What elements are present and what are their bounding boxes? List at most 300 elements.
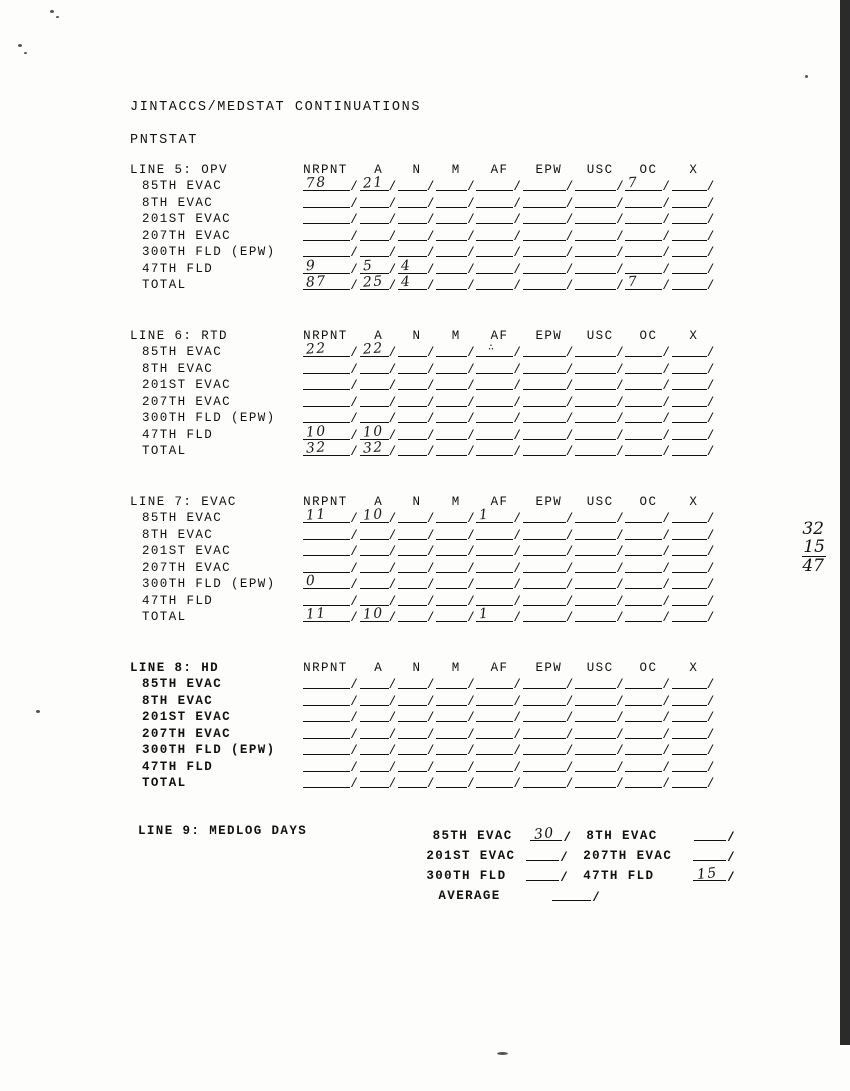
field-cell[interactable] — [625, 708, 671, 725]
field-cell[interactable] — [575, 691, 625, 708]
blank-field-line5-r2-nrpnt[interactable] — [303, 210, 359, 226]
field-cell[interactable] — [436, 741, 476, 758]
blank-field-line5-r1-n[interactable] — [398, 194, 436, 210]
blank-field-line5-r0-m[interactable] — [436, 177, 476, 193]
field-cell[interactable] — [523, 558, 575, 575]
field-cell[interactable] — [303, 741, 359, 758]
blank-field-line6-r2-x[interactable] — [672, 376, 716, 392]
blank-field-line8-r2-x[interactable] — [672, 708, 716, 724]
field-cell[interactable] — [575, 392, 625, 409]
field-cell[interactable] — [476, 525, 522, 542]
field-cell[interactable] — [575, 724, 625, 741]
field-cell[interactable] — [672, 724, 716, 741]
blank-field-line8-r3-a[interactable] — [360, 725, 398, 741]
field-cell[interactable] — [476, 724, 522, 741]
blank-field-line8-r0-af[interactable] — [476, 675, 522, 691]
blank-field-line7-r3-epw[interactable] — [523, 559, 575, 575]
blank-field-line6-r1-m[interactable] — [436, 360, 476, 376]
field-cell[interactable] — [398, 243, 436, 260]
blank-field-line5-r0-af[interactable] — [476, 177, 522, 193]
field-cell[interactable] — [360, 273, 398, 293]
blank-field-line5-r3-nrpnt[interactable] — [303, 227, 359, 243]
field-cell[interactable] — [360, 376, 398, 393]
field-cell[interactable] — [476, 359, 522, 376]
field-cell[interactable] — [672, 376, 716, 393]
field-cell[interactable] — [436, 276, 476, 293]
field-cell[interactable] — [476, 210, 522, 227]
blank-field-line8-r4-oc[interactable] — [625, 741, 671, 757]
blank-field-line5-r2-a[interactable] — [360, 210, 398, 226]
field-cell[interactable] — [476, 741, 522, 758]
blank-field-line8-r2-nrpnt[interactable] — [303, 708, 359, 724]
blank-field-line6-r1-n[interactable] — [398, 360, 436, 376]
blank-field-line6-r5-nrpnt[interactable] — [303, 422, 360, 443]
blank-field-line6-r0-epw[interactable] — [523, 343, 575, 359]
blank-field-line5-r0-oc[interactable] — [625, 174, 672, 194]
blank-field-line7-r2-usc[interactable] — [575, 542, 625, 558]
field-cell[interactable] — [303, 542, 359, 559]
blank-field-line8-r2-oc[interactable] — [625, 708, 671, 724]
blank-field-line5-r2-epw[interactable] — [523, 210, 575, 226]
blank-field-line5-r4-a[interactable] — [360, 243, 398, 259]
blank-field-line5-r1-m[interactable] — [436, 194, 476, 210]
blank-field-line6-r0-nrpnt[interactable] — [303, 340, 360, 360]
field-cell[interactable] — [436, 542, 476, 559]
blank-field-line8-r0-m[interactable] — [436, 675, 476, 691]
blank-field-line8-r0-usc[interactable] — [575, 675, 625, 691]
field-cell[interactable] — [672, 691, 716, 708]
blank-field-line6-r3-n[interactable] — [398, 393, 436, 409]
field-cell[interactable] — [303, 243, 359, 260]
blank-field-line7-r5-m[interactable] — [436, 592, 476, 608]
blank-field-line5-r3-oc[interactable] — [625, 227, 671, 243]
blank-field-line8-r4-n[interactable] — [398, 741, 436, 757]
field-cell[interactable] — [672, 193, 716, 210]
line9-left-field-0[interactable] — [530, 824, 573, 845]
field-cell[interactable] — [625, 542, 671, 559]
blank-field-line7-r6-x[interactable] — [672, 608, 716, 624]
blank-field-line8-r6-af[interactable] — [476, 774, 522, 790]
blank-field-line7-r1-nrpnt[interactable] — [303, 526, 359, 542]
blank-field-line8-r1-usc[interactable] — [575, 692, 625, 708]
field-cell[interactable] — [360, 542, 398, 559]
blank-field-line6-r3-oc[interactable] — [625, 393, 671, 409]
field-cell[interactable] — [672, 509, 716, 526]
field-cell[interactable] — [476, 276, 522, 293]
blank-field-line5-r4-nrpnt[interactable] — [303, 243, 359, 259]
blank-field-line8-r5-epw[interactable] — [523, 758, 575, 774]
blank-field-line6-r0-oc[interactable] — [625, 343, 671, 359]
field-cell[interactable] — [398, 591, 436, 608]
blank-field-line7-r1-n[interactable] — [398, 526, 436, 542]
field-cell[interactable] — [523, 259, 575, 276]
blank-field-line8-r4-nrpnt[interactable] — [303, 741, 359, 757]
blank-field-line7-r6-oc[interactable] — [625, 608, 671, 624]
blank-field-line6-r5-m[interactable] — [436, 426, 476, 442]
blank-field-line7-r6-a[interactable] — [360, 605, 398, 625]
blank-field-line6-r0-x[interactable] — [672, 343, 716, 359]
blank-field-line7-r3-a[interactable] — [360, 559, 398, 575]
field-cell[interactable] — [575, 359, 625, 376]
field-cell[interactable] — [360, 439, 398, 459]
field-cell[interactable] — [360, 691, 398, 708]
field-cell[interactable] — [625, 774, 671, 791]
blank-field-line7-r6-epw[interactable] — [523, 608, 575, 624]
field-cell[interactable] — [398, 210, 436, 227]
field-cell[interactable] — [523, 525, 575, 542]
field-cell[interactable] — [303, 226, 359, 243]
field-cell[interactable] — [523, 509, 575, 526]
blank-field-line6-r5-x[interactable] — [672, 426, 716, 442]
blank-field-line5-r0-nrpnt[interactable] — [303, 174, 360, 194]
field-cell[interactable] — [523, 226, 575, 243]
blank-field-line7-r2-a[interactable] — [360, 542, 398, 558]
blank-field-line7-r6-nrpnt[interactable] — [303, 605, 360, 625]
field-cell[interactable] — [575, 425, 625, 442]
field-cell[interactable] — [436, 525, 476, 542]
field-cell[interactable] — [476, 542, 522, 559]
blank-field-line5-r0-epw[interactable] — [523, 177, 575, 193]
field-cell[interactable] — [575, 525, 625, 542]
field-cell[interactable] — [436, 376, 476, 393]
field-cell[interactable] — [476, 605, 523, 625]
field-cell[interactable] — [436, 774, 476, 791]
field-cell[interactable] — [523, 392, 575, 409]
field-cell[interactable] — [672, 757, 716, 774]
blank-field-line5-r2-m[interactable] — [436, 210, 476, 226]
field-cell[interactable] — [398, 409, 436, 426]
blank-field-line8-r0-oc[interactable] — [625, 675, 671, 691]
field-cell[interactable] — [672, 558, 716, 575]
blank-field-line7-r3-af[interactable] — [476, 559, 522, 575]
field-cell[interactable] — [575, 409, 625, 426]
blank-field-line6-r3-epw[interactable] — [523, 393, 575, 409]
field-cell[interactable] — [398, 193, 436, 210]
field-cell[interactable] — [303, 359, 359, 376]
blank-field-line7-r0-oc[interactable] — [625, 509, 671, 525]
field-cell[interactable] — [523, 741, 575, 758]
blank-field-line5-r1-a[interactable] — [360, 194, 398, 210]
blank-field-line8-r4-a[interactable] — [360, 741, 398, 757]
field-cell[interactable] — [360, 226, 398, 243]
blank-field-line6-r6-nrpnt[interactable] — [303, 439, 360, 459]
blank-field-line7-r0-m[interactable] — [436, 509, 476, 525]
field-cell[interactable] — [575, 591, 625, 608]
blank-field-line7-r3-oc[interactable] — [625, 559, 671, 575]
field-cell[interactable] — [625, 409, 671, 426]
field-cell[interactable] — [575, 210, 625, 227]
field-cell[interactable] — [672, 226, 716, 243]
field-cell[interactable] — [398, 509, 436, 526]
field-cell[interactable] — [303, 392, 359, 409]
blank-field-line8-r4-af[interactable] — [476, 741, 522, 757]
blank-field-line7-r4-a[interactable] — [360, 575, 398, 591]
field-cell[interactable] — [360, 558, 398, 575]
field-cell[interactable] — [303, 591, 359, 608]
blank-field-line5-r1-nrpnt[interactable] — [303, 194, 359, 210]
blank-field-line7-r4-x[interactable] — [672, 575, 716, 591]
blank-field-line6-r4-epw[interactable] — [523, 409, 575, 425]
blank-field-line5-r2-usc[interactable] — [575, 210, 625, 226]
blank-field-line5-r6-oc[interactable] — [625, 273, 672, 293]
blank-field-line7-r0-a[interactable] — [360, 506, 398, 526]
blank-field-line6-r4-m[interactable] — [436, 409, 476, 425]
blank-field-line6-r4-af[interactable] — [476, 409, 522, 425]
field-cell[interactable] — [625, 392, 671, 409]
blank-field-line7-r2-n[interactable] — [398, 542, 436, 558]
field-cell[interactable] — [523, 724, 575, 741]
field-cell[interactable] — [436, 243, 476, 260]
field-cell[interactable] — [476, 774, 522, 791]
blank-field-line5-r0-x[interactable] — [672, 177, 716, 193]
field-cell[interactable] — [575, 259, 625, 276]
field-cell[interactable] — [476, 757, 522, 774]
blank-field-line8-r2-n[interactable] — [398, 708, 436, 724]
blank-field-line8-r4-m[interactable] — [436, 741, 476, 757]
field-cell[interactable] — [398, 757, 436, 774]
field-cell[interactable] — [575, 193, 625, 210]
field-cell[interactable] — [398, 425, 436, 442]
blank-field-line7-r3-m[interactable] — [436, 559, 476, 575]
blank-field-line5-r5-epw[interactable] — [523, 260, 575, 276]
field-cell[interactable] — [523, 442, 575, 459]
field-cell[interactable] — [672, 259, 716, 276]
blank-field-line7-r1-af[interactable] — [476, 526, 522, 542]
field-cell[interactable] — [575, 774, 625, 791]
blank-field-line8-r3-x[interactable] — [672, 725, 716, 741]
field-cell[interactable] — [672, 608, 716, 625]
line9-right-field-1[interactable] — [693, 847, 736, 863]
field-cell[interactable] — [360, 243, 398, 260]
blank-field-line6-r6-oc[interactable] — [625, 442, 671, 458]
field-cell[interactable] — [523, 708, 575, 725]
blank-field-line5-r5-usc[interactable] — [575, 260, 625, 276]
blank-field-line5-r6-nrpnt[interactable] — [303, 273, 360, 293]
field-cell[interactable] — [436, 359, 476, 376]
blank-field-line6-r5-n[interactable] — [398, 426, 436, 442]
field-cell[interactable] — [523, 542, 575, 559]
field-cell[interactable] — [523, 376, 575, 393]
field-cell[interactable] — [303, 409, 359, 426]
blank-field-line5-r3-x[interactable] — [672, 227, 716, 243]
field-cell[interactable] — [436, 608, 476, 625]
field-cell[interactable] — [625, 174, 672, 194]
field-cell[interactable] — [523, 591, 575, 608]
field-cell[interactable] — [672, 708, 716, 725]
field-cell[interactable] — [436, 558, 476, 575]
blank-field-line8-r1-epw[interactable] — [523, 692, 575, 708]
field-cell[interactable] — [398, 273, 436, 293]
field-cell[interactable] — [303, 757, 359, 774]
blank-field-line8-r6-a[interactable] — [360, 774, 398, 790]
blank-field-line8-r3-oc[interactable] — [625, 725, 671, 741]
field-cell[interactable] — [575, 276, 625, 293]
field-cell[interactable] — [360, 605, 398, 625]
blank-field-line8-r2-epw[interactable] — [523, 708, 575, 724]
blank-field-line6-r1-usc[interactable] — [575, 360, 625, 376]
line9-right-field-0[interactable] — [694, 827, 736, 843]
blank-field-line8-r6-usc[interactable] — [575, 774, 625, 790]
field-cell[interactable] — [398, 675, 436, 692]
field-cell[interactable] — [398, 359, 436, 376]
blank-field-line6-r6-epw[interactable] — [523, 442, 575, 458]
blank-field-line5-r0-usc[interactable] — [575, 177, 625, 193]
blank-field-line8-r1-n[interactable] — [398, 692, 436, 708]
blank-field-line8-r6-epw[interactable] — [523, 774, 575, 790]
blank-field-line8-r6-n[interactable] — [398, 774, 436, 790]
blank-field-line6-r3-usc[interactable] — [575, 393, 625, 409]
blank-field-line7-r3-n[interactable] — [398, 559, 436, 575]
blank-field-line7-r4-epw[interactable] — [523, 575, 575, 591]
blank-field-line7-r0-usc[interactable] — [575, 509, 625, 525]
blank-field-line8-r5-usc[interactable] — [575, 758, 625, 774]
field-cell[interactable] — [303, 708, 359, 725]
blank-field-line8-r6-x[interactable] — [672, 774, 716, 790]
field-cell[interactable] — [436, 575, 476, 592]
blank-field-line7-r2-nrpnt[interactable] — [303, 542, 359, 558]
field-cell[interactable] — [575, 243, 625, 260]
line9-left-field-2[interactable] — [526, 867, 569, 883]
field-cell[interactable] — [523, 675, 575, 692]
field-cell[interactable] — [303, 422, 360, 443]
blank-field-line8-r1-a[interactable] — [360, 692, 398, 708]
blank-field-line7-r0-nrpnt[interactable] — [303, 506, 360, 526]
blank-field-line8-r2-a[interactable] — [360, 708, 398, 724]
field-cell[interactable] — [436, 259, 476, 276]
blank-field-line6-r3-nrpnt[interactable] — [303, 393, 359, 409]
field-cell[interactable] — [398, 774, 436, 791]
field-cell[interactable] — [672, 392, 716, 409]
blank-field-line6-r6-n[interactable] — [398, 442, 436, 458]
blank-field-line6-r2-n[interactable] — [398, 376, 436, 392]
field-cell[interactable] — [625, 442, 671, 459]
blank-field-line5-r4-n[interactable] — [398, 243, 436, 259]
field-cell[interactable] — [672, 243, 716, 260]
blank-field-line5-r3-usc[interactable] — [575, 227, 625, 243]
field-cell[interactable] — [476, 177, 522, 194]
blank-field-line7-r5-x[interactable] — [672, 592, 716, 608]
blank-field-line6-r1-x[interactable] — [672, 360, 716, 376]
field-cell[interactable] — [303, 675, 359, 692]
field-cell[interactable] — [303, 273, 360, 293]
blank-field-line6-r0-af[interactable] — [476, 343, 522, 359]
field-cell[interactable] — [476, 376, 522, 393]
blank-field-line7-r2-m[interactable] — [436, 542, 476, 558]
field-cell[interactable] — [575, 708, 625, 725]
field-cell[interactable] — [303, 193, 359, 210]
blank-field-line6-r1-oc[interactable] — [625, 360, 671, 376]
field-cell[interactable] — [360, 757, 398, 774]
field-cell[interactable] — [303, 210, 359, 227]
blank-field-line7-r2-oc[interactable] — [625, 542, 671, 558]
field-cell[interactable] — [625, 558, 671, 575]
field-cell[interactable] — [625, 193, 671, 210]
field-cell[interactable] — [398, 542, 436, 559]
blank-field-line6-r4-nrpnt[interactable] — [303, 409, 359, 425]
field-cell[interactable] — [360, 359, 398, 376]
field-cell[interactable] — [476, 343, 522, 360]
field-cell[interactable] — [672, 591, 716, 608]
field-cell[interactable] — [672, 741, 716, 758]
blank-field-line6-r2-nrpnt[interactable] — [303, 376, 359, 392]
field-cell[interactable] — [575, 509, 625, 526]
field-cell[interactable] — [303, 691, 359, 708]
field-cell[interactable] — [476, 691, 522, 708]
field-cell[interactable] — [398, 558, 436, 575]
line9-left-field-3[interactable] — [552, 887, 601, 903]
blank-field-line8-r0-n[interactable] — [398, 675, 436, 691]
field-cell[interactable] — [625, 359, 671, 376]
blank-field-line6-r1-a[interactable] — [360, 360, 398, 376]
blank-field-line6-r0-m[interactable] — [436, 343, 476, 359]
field-cell[interactable] — [575, 177, 625, 194]
field-cell[interactable] — [625, 425, 671, 442]
field-cell[interactable] — [436, 193, 476, 210]
field-cell[interactable] — [303, 506, 360, 526]
field-cell[interactable] — [523, 608, 575, 625]
field-cell[interactable] — [436, 442, 476, 459]
field-cell[interactable] — [436, 425, 476, 442]
blank-field-line6-r5-usc[interactable] — [575, 426, 625, 442]
field-cell[interactable] — [436, 343, 476, 360]
blank-field-line6-r5-epw[interactable] — [523, 426, 575, 442]
blank-field-line7-r1-usc[interactable] — [575, 526, 625, 542]
field-cell[interactable] — [360, 409, 398, 426]
blank-field-line5-r1-af[interactable] — [476, 194, 522, 210]
blank-field-line7-r4-m[interactable] — [436, 575, 476, 591]
blank-field-line5-r2-x[interactable] — [672, 210, 716, 226]
blank-field-line5-r5-n[interactable] — [398, 257, 436, 277]
field-cell[interactable] — [523, 210, 575, 227]
field-cell[interactable] — [672, 425, 716, 442]
blank-field-line7-r6-m[interactable] — [436, 608, 476, 624]
field-cell[interactable] — [523, 691, 575, 708]
blank-field-line5-r3-m[interactable] — [436, 227, 476, 243]
blank-field-line8-r2-m[interactable] — [436, 708, 476, 724]
field-cell[interactable] — [625, 608, 671, 625]
blank-field-line5-r3-n[interactable] — [398, 227, 436, 243]
blank-field-line5-r1-oc[interactable] — [625, 194, 671, 210]
blank-field-line6-r6-a[interactable] — [360, 439, 398, 459]
field-cell[interactable] — [672, 542, 716, 559]
blank-field-line8-r5-oc[interactable] — [625, 758, 671, 774]
field-cell[interactable] — [672, 359, 716, 376]
blank-field-line5-r2-oc[interactable] — [625, 210, 671, 226]
blank-field-line8-r6-m[interactable] — [436, 774, 476, 790]
field-cell[interactable] — [360, 575, 398, 592]
blank-field-line7-r6-usc[interactable] — [575, 608, 625, 624]
blank-field-line8-r1-nrpnt[interactable] — [303, 692, 359, 708]
field-cell[interactable] — [476, 409, 522, 426]
blank-field-line5-r2-n[interactable] — [398, 210, 436, 226]
field-cell[interactable] — [625, 757, 671, 774]
field-cell[interactable] — [672, 276, 716, 293]
blank-field-line7-r1-a[interactable] — [360, 526, 398, 542]
field-cell[interactable] — [575, 442, 625, 459]
blank-field-line7-r4-af[interactable] — [476, 575, 522, 591]
blank-field-line8-r3-m[interactable] — [436, 725, 476, 741]
blank-field-line7-r5-epw[interactable] — [523, 592, 575, 608]
blank-field-line8-r2-af[interactable] — [476, 708, 522, 724]
field-cell[interactable] — [360, 340, 398, 360]
field-cell[interactable] — [625, 575, 671, 592]
field-cell[interactable] — [575, 226, 625, 243]
blank-field-line6-r2-af[interactable] — [476, 376, 522, 392]
field-cell[interactable] — [303, 605, 360, 625]
field-cell[interactable] — [360, 741, 398, 758]
field-cell[interactable] — [476, 392, 522, 409]
field-cell[interactable] — [625, 376, 671, 393]
